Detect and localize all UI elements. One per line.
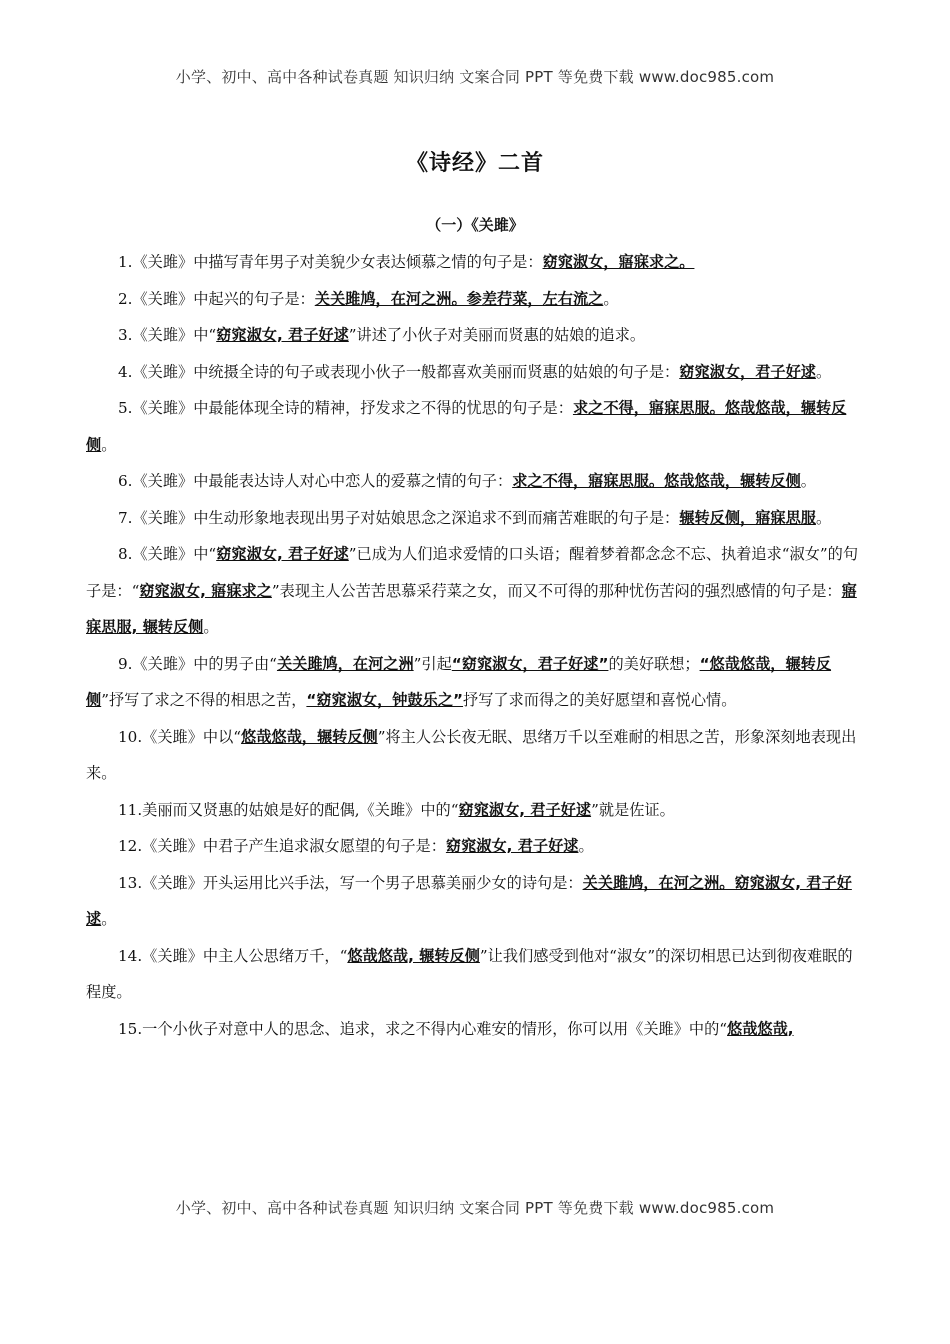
answer-text: 窈窕淑女, 君子好逑 (216, 326, 349, 344)
page-title: 《诗经》二首 (405, 151, 544, 176)
answer-text: 辗转反侧，寤寐思服 (679, 508, 816, 527)
question-text: 。 (603, 289, 619, 308)
question-item (86, 244, 862, 281)
question-list (86, 244, 862, 1047)
answer-text: 求之不得，寤寐思服。悠哉悠哉，辗转反侧 (512, 472, 801, 490)
question-text: 1.《关雎》中描写青年男子对美貌少女表达倾慕之情的句子是： (118, 253, 543, 271)
question-item (86, 390, 862, 463)
answer-text: 窈窕淑女，寤寐求之。 (542, 253, 695, 271)
question-text: 12.《关雎》中君子产生追求淑女愿望的句子是： (118, 837, 446, 855)
answer-text: 窈窕淑女, 寤寐求之 (139, 581, 272, 600)
answer-text: 悠哉悠哉, 辗转反侧 (347, 946, 480, 965)
answer-text: 寤寐思服, 辗转反侧 (86, 581, 857, 636)
question-text: 9.《关雎》中的男子由“ (118, 654, 277, 673)
question-text: 13.《关雎》开头运用比兴手法，写一个男子思慕美丽少女的诗句是： (118, 873, 583, 892)
answer-text: “窈窕淑女，君子好逑” (451, 654, 609, 673)
answer-text: 窈窕淑女, 君子好逑 (458, 800, 592, 819)
question-text: 6.《关雎》中最能表达诗人对心中恋人的爱慕之情的句子： (118, 472, 513, 490)
question-item (86, 792, 862, 829)
answer-text: “窈窕淑女，钟鼓乐之” (306, 691, 464, 709)
question-text: 。 (203, 618, 219, 636)
question-item (86, 719, 862, 792)
question-text: 。 (815, 508, 832, 527)
answer-text: 关关雎鸠，在河之洲。参差荇菜，左右流之 (314, 289, 604, 308)
question-text: ”引起 (413, 654, 452, 673)
question-text: 4.《关雎》中统摄全诗的句子或表现小伙子一般都喜欢美丽而贤惠的姑娘的句子是： (118, 362, 680, 381)
question-item (86, 281, 862, 318)
question-text: 14.《关雎》中主人公思绪万千，“ (118, 946, 348, 965)
question-text: ”讲述了小伙子对美丽而贤惠的姑娘的追求。 (348, 326, 646, 344)
header-banner: 小学、初中、高中各种试卷真题 知识归纳 文案合同 PPT 等免费下载 www.doc985.com (175, 68, 775, 86)
question-text: 的美好联想； (608, 654, 700, 673)
answer-text: 窈窕淑女, 君子好逑 (216, 545, 349, 563)
answer-text: 悠哉悠哉，辗转反侧 (241, 727, 378, 746)
section-subtitle: （一）《关雎》 (426, 216, 524, 234)
question-item (86, 317, 862, 354)
question-item (86, 536, 862, 646)
question-item (86, 938, 862, 1011)
question-text: 。 (101, 435, 117, 454)
question-item (86, 646, 862, 719)
question-text: 11.美丽而又贤惠的姑娘是好的配偶,《关雎》中的“ (118, 800, 459, 819)
question-text: 。 (800, 472, 816, 490)
question-text: 抒写了求而得之的美好愿望和喜悦心情。 (463, 691, 737, 709)
footer-banner: 小学、初中、高中各种试卷真题 知识归纳 文案合同 PPT 等免费下载 www.doc985.com (175, 1199, 775, 1217)
question-item (86, 500, 862, 537)
question-text: 8.《关雎》中“ (118, 545, 217, 563)
question-text: 。 (101, 910, 117, 928)
question-text: ”表现主人公苦苦思慕采荇菜之女，而又不可得的那种忧伤苦闷的强烈感情的句子是： (271, 581, 842, 600)
question-text: 7.《关雎》中生动形象地表现出男子对姑娘思念之深追求不到而痛苦难眠的句子是： (118, 508, 680, 527)
answer-text: “悠哉悠哉，辗转反侧 (86, 654, 832, 709)
answer-text: 求之不得，寤寐思服。悠哉悠哉，辗转反侧 (86, 399, 847, 454)
answer-text: 关关雎鸠，在河之洲 (276, 654, 414, 673)
question-text: ”抒写了求之不得的相思之苦， (101, 691, 307, 709)
question-text: 2.《关雎》中起兴的句子是： (118, 289, 315, 308)
answer-text: 悠哉悠哉, (727, 1019, 794, 1038)
answer-text: 关关雎鸠，在河之洲。窈窕淑女, 君子好逑 (86, 873, 852, 928)
question-item (86, 1011, 862, 1048)
question-text: 。 (578, 837, 594, 855)
question-text: ”将主人公长夜无眠、思绪万千以至难耐的相思之苦，形象深刻地表现出来。 (86, 727, 857, 782)
question-item (86, 354, 862, 391)
answer-text: 窈窕淑女, 君子好逑 (445, 837, 579, 855)
question-item (86, 463, 862, 500)
question-text: 。 (815, 362, 832, 381)
question-item (86, 828, 862, 865)
question-text: ”已成为人们追求爱情的口头语；醒着梦着都念念不忘、执着追求“淑女”的句子是：“ (86, 545, 859, 600)
question-text: ”让我们感受到他对“淑女”的深切相思已达到彻夜难眠的程度。 (86, 946, 853, 1001)
answer-text: 窈窕淑女，君子好逑 (679, 362, 816, 381)
question-text: 5.《关雎》中最能体现全诗的精神，抒发求之不得的忧思的句子是： (118, 399, 573, 417)
question-item (86, 865, 862, 938)
question-text: 10.《关雎》中以“ (118, 727, 242, 746)
question-text: 3.《关雎》中“ (118, 326, 217, 344)
question-text: ”就是佐证。 (591, 800, 675, 819)
question-text: 15.一个小伙子对意中人的思念、追求，求之不得内心难安的情形，你可以用《关雎》中的“ (118, 1019, 728, 1038)
